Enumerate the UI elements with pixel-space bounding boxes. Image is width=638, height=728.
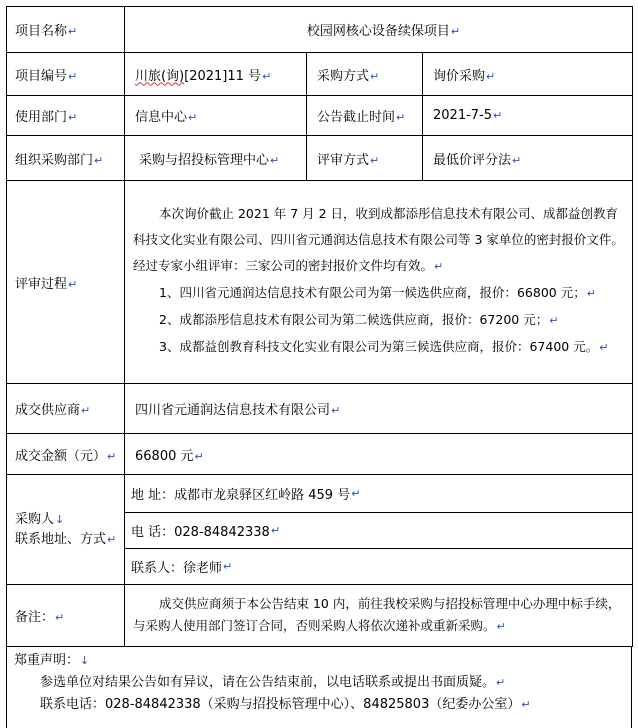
label-review: 评审过程↵ bbox=[7, 181, 125, 384]
label-org: 组织采购部门↵ bbox=[7, 136, 125, 181]
contact-person: 联系人：徐老师 ↵ bbox=[125, 548, 632, 584]
label-remark: 备注：↵ bbox=[7, 585, 125, 647]
label-deadline: 公告截止时间↵ bbox=[307, 96, 423, 136]
label-review-method: 评审方式↵ bbox=[307, 136, 423, 181]
review-item-2: 2、成都添彤信息技术有限公司为第二候选供应商，报价：67200 元；↵ bbox=[159, 312, 559, 327]
label-contact: 采购人↓ 联系地址、方式↵ bbox=[7, 475, 125, 585]
notice-title: 郑重声明：↓ bbox=[14, 653, 90, 668]
value-org: 采购与招投标管理中心↵ bbox=[125, 136, 307, 181]
review-paragraph: 本次询价截止 2021 年 7 月 2 日，收到成都添彤信息技术有限公司、成都益创教育科技文化实业有限公司、四川省元通润达信息技术有限公司等 3 家单位的密封报价文件。经过专家小组评审：三家公司的密封报价文件均有效。↵ bbox=[133, 206, 624, 273]
announcement-table bbox=[6, 6, 633, 647]
review-item-3: 3、成都益创教育科技文化实业有限公司为第三候选供应商，报价：67400 元。↵ bbox=[159, 339, 609, 354]
value-contact bbox=[125, 475, 633, 585]
row-contact bbox=[7, 475, 633, 585]
review-item-1: 1、四川省元通润达信息技术有限公司为第一候选供应商，报价：66800 元；↵ bbox=[159, 285, 596, 300]
row-review bbox=[7, 181, 633, 384]
row-dept bbox=[7, 96, 633, 136]
label-dept: 使用部门↵ bbox=[7, 96, 125, 136]
row-remark bbox=[7, 585, 633, 647]
row-amount bbox=[7, 434, 633, 475]
label-amount: 成交金额（元）↵ bbox=[7, 434, 125, 475]
value-remark: 成交供应商须于本公告结束 10 内，前往我校采购与招投标管理中心办理中标手续，与采购人使用部门签订合同，否则采购人将依次递补或重新采购。↵ bbox=[125, 585, 633, 647]
value-project-no: 川旅(询)[2021]11 号↵ bbox=[125, 53, 307, 96]
contact-phone: 电 话：028-84842338 ↵ bbox=[125, 512, 632, 548]
row-supplier bbox=[7, 384, 633, 434]
notice-border-left bbox=[6, 646, 7, 728]
value-review-method: 最低价评分法↵ bbox=[423, 136, 633, 181]
notice-line-2: 联系电话：028-84842338（采购与招投标管理中心）、84825803（纪委办公室）↵ bbox=[40, 697, 531, 712]
value-purchase-method: 询价采购↵ bbox=[423, 53, 633, 96]
label-project-name: 项目名称↵ bbox=[7, 7, 125, 53]
notice-border-right bbox=[631, 646, 632, 728]
row-project-name bbox=[7, 7, 633, 53]
label-purchase-method: 采购方式↵ bbox=[307, 53, 423, 96]
value-review bbox=[125, 181, 633, 384]
value-dept: 信息中心↵ bbox=[125, 96, 307, 136]
label-project-no: 项目编号↵ bbox=[7, 53, 125, 96]
row-project-no bbox=[7, 53, 633, 96]
value-deadline: 2021-7-5↵ bbox=[423, 96, 633, 136]
notice-line-1: 参选单位对结果公告如有异议，请在公告结束前，以电话联系或提出书面质疑。↵ bbox=[40, 675, 506, 690]
value-supplier: 四川省元通润达信息技术有限公司↵ bbox=[125, 384, 633, 434]
row-org bbox=[7, 136, 633, 181]
label-supplier: 成交供应商↵ bbox=[7, 384, 125, 434]
value-project-name: 校园网核心设备续保项目↵ bbox=[125, 7, 633, 53]
contact-address: 地 址：成都市龙泉驿区红岭路 459 号 ↵ bbox=[131, 487, 361, 503]
notice-block bbox=[14, 650, 624, 716]
value-amount: 66800 元↵ bbox=[125, 434, 633, 475]
